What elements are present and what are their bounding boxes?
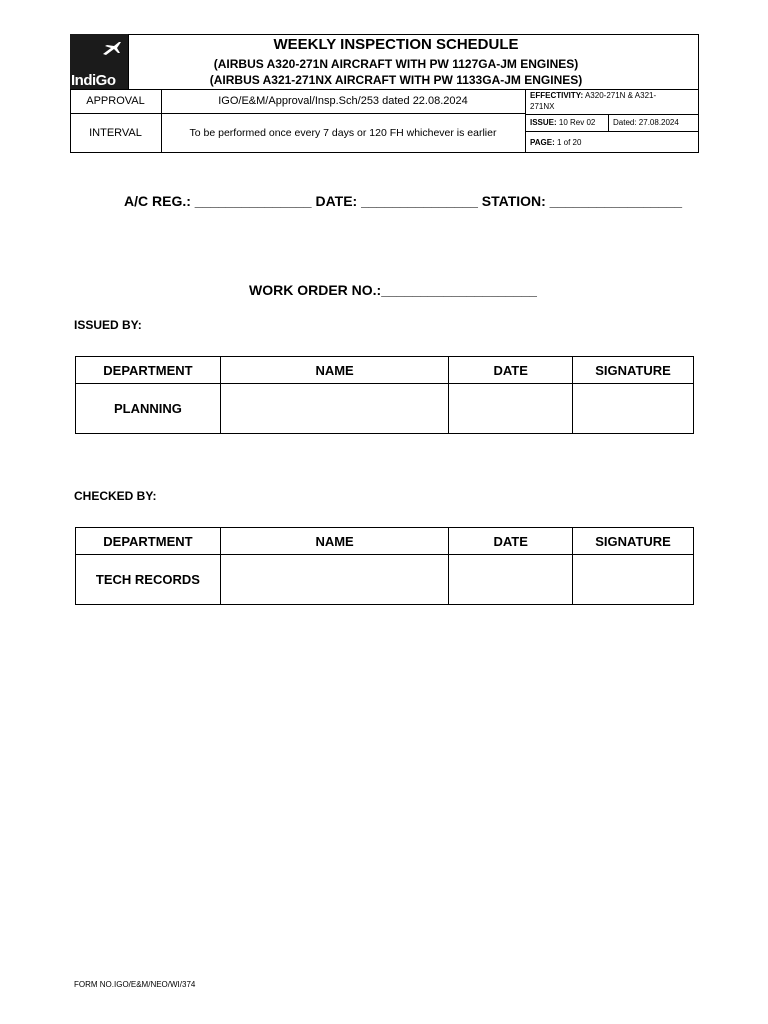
page-value: 1 of 20 [554, 138, 582, 147]
issued-by-table [75, 356, 694, 434]
effectivity-value-cont: 271NX [530, 102, 555, 111]
date-field[interactable] [449, 555, 573, 605]
effectivity-label: EFFECTIVITY: [530, 91, 584, 100]
logo-text: IndiGo [71, 72, 116, 89]
info-divider [525, 89, 526, 153]
column-header-signature: SIGNATURE [573, 528, 694, 555]
ac-reg-date-station-line[interactable]: A/C REG.: _______________ DATE: _______________ STATION: _________________ [124, 193, 683, 209]
page-label: PAGE: [530, 138, 555, 147]
effectivity-divider [525, 114, 699, 115]
column-header-department: DEPARTMENT [76, 528, 221, 555]
table-header-row [76, 357, 694, 384]
dated-cell: Dated: 27.08.2024 [613, 118, 679, 127]
subtitle-a321: (AIRBUS A321-271NX AIRCRAFT WITH PW 1133GA-JM ENGINES) [209, 73, 583, 87]
date-field[interactable] [449, 384, 573, 434]
name-field[interactable] [220, 384, 448, 434]
issue-cell [530, 118, 595, 127]
effectivity-cell [530, 90, 696, 112]
approval-label: APPROVAL [86, 95, 145, 107]
table-header-row [76, 528, 694, 555]
table-row [76, 555, 694, 605]
plane-icon [101, 40, 123, 56]
interval-value: To be performed once every 7 days or 120 FH whichever is earlier [189, 127, 497, 139]
document-title: WEEKLY INSPECTION SCHEDULE [273, 36, 519, 53]
form-number: FORM NO.IGO/E&M/NEO/WI/374 [74, 980, 196, 989]
issue-value: 10 Rev 02 [556, 118, 596, 127]
issue-divider [525, 131, 699, 132]
name-field[interactable] [220, 555, 448, 605]
column-header-name: NAME [220, 357, 448, 384]
table-row [76, 384, 694, 434]
column-header-date: DATE [449, 528, 573, 555]
signature-field[interactable] [573, 555, 694, 605]
column-header-name: NAME [220, 528, 448, 555]
column-header-department: DEPARTMENT [76, 357, 221, 384]
checked-by-label: CHECKED BY: [74, 489, 157, 503]
effectivity-value: A320-271N & A321- [583, 91, 657, 100]
department-tech-records: TECH RECORDS [76, 555, 221, 605]
approval-value: IGO/E&M/Approval/Insp.Sch/253 dated 22.08.2024 [218, 95, 468, 107]
column-header-signature: SIGNATURE [573, 357, 694, 384]
column-header-date: DATE [449, 357, 573, 384]
work-order-line[interactable]: WORK ORDER NO.:____________________ [249, 282, 537, 298]
interval-label: INTERVAL [89, 127, 142, 139]
indigo-logo [70, 34, 128, 90]
department-planning: PLANNING [76, 384, 221, 434]
issued-by-label: ISSUED BY: [74, 318, 142, 332]
issue-dated-divider [608, 114, 609, 131]
subtitle-a320: (AIRBUS A320-271N AIRCRAFT WITH PW 1127GA-JM ENGINES) [213, 57, 579, 71]
checked-by-table [75, 527, 694, 605]
row-divider [70, 113, 525, 114]
signature-field[interactable] [573, 384, 694, 434]
issue-label: ISSUE: [530, 118, 557, 127]
page-cell [530, 138, 581, 147]
